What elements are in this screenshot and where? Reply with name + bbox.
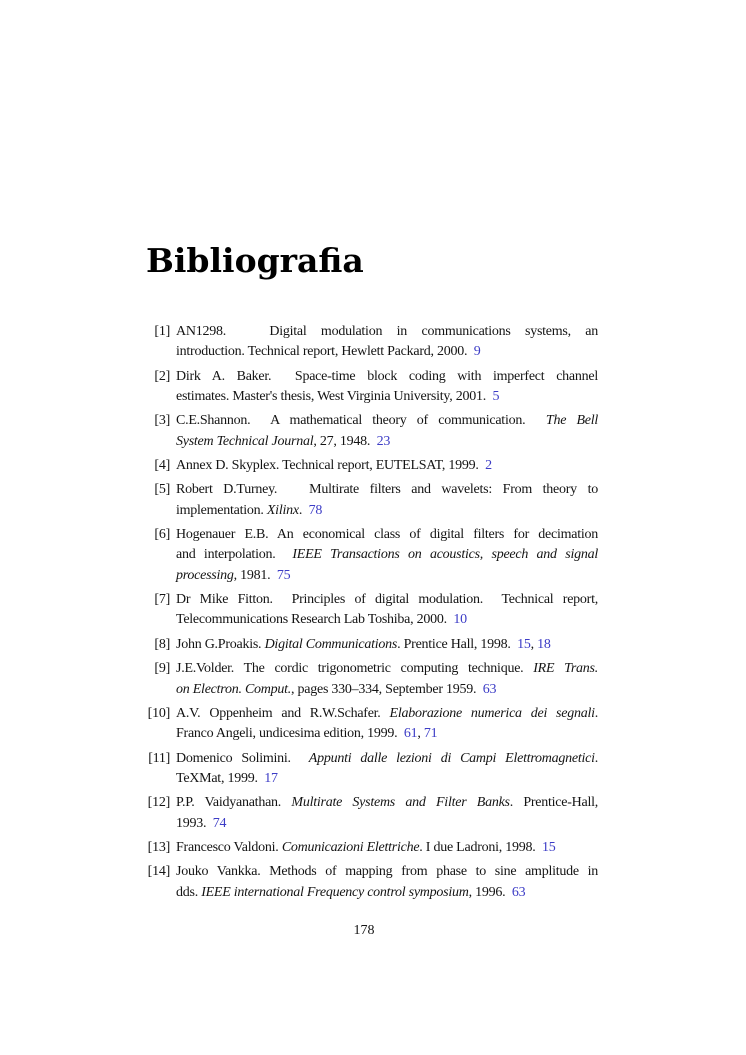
text-run: , pages 330–334, September 1959. (291, 681, 483, 697)
entry-text (176, 704, 598, 745)
entry-text (176, 367, 598, 408)
bib-entry (144, 411, 600, 452)
page-ref-link[interactable]: 15 (517, 636, 531, 652)
text-run: Francesco Valdoni. (176, 839, 282, 855)
entry-label: [3] (154, 413, 170, 429)
entry-line (176, 545, 598, 565)
entry-line (176, 566, 598, 586)
entry-line (176, 724, 598, 744)
text-run: . Prentice Hall, 1998. (397, 636, 518, 652)
page-ref-link[interactable]: 61 (403, 726, 418, 742)
entry-label: [9] (154, 661, 170, 677)
text-run: J.E.Volder. The cordic trigonometric computing technique. (176, 661, 534, 677)
text-run: IEEE international Frequency control symposium (201, 884, 469, 900)
text-run: , 27, 1948. (313, 433, 377, 449)
page-ref-link[interactable]: 17 (264, 770, 278, 786)
page-ref-link[interactable]: 10 (453, 612, 467, 628)
bib-entry (144, 322, 600, 363)
entry-line (176, 769, 598, 789)
entry-text (176, 659, 598, 700)
entry-line (176, 432, 598, 452)
text-run: Comunicazioni Elettriche (281, 839, 420, 855)
text-run: AN1298. Digital modulation in communications systems, an (176, 324, 598, 339)
text-run: . (298, 502, 309, 518)
text-run: , (417, 726, 424, 742)
bib-entry (144, 635, 600, 655)
entry-line (176, 525, 598, 545)
text-run: A.V. Oppenheim and R.W.Schafer. (176, 705, 390, 721)
text-run: . I due Ladroni, 1998. (419, 839, 542, 855)
entry-line (176, 659, 598, 679)
text-run: John G.Proakis. (176, 636, 265, 652)
page-ref-link[interactable]: 63 (482, 681, 497, 697)
entry-text (176, 793, 598, 834)
entry-line (176, 322, 598, 342)
text-run: IRE Trans. (533, 661, 598, 677)
entry-line (176, 814, 598, 834)
entry-line (176, 704, 598, 724)
entry-line (176, 501, 598, 521)
text-run: , 1981. (233, 567, 277, 583)
text-run: Jouko Vankka. Methods of mapping from phase to sine amplitude in (176, 864, 598, 880)
text-run: implementation. (176, 502, 267, 518)
text-run: Telecommunications Research Lab Toshiba, 2000. (176, 612, 454, 628)
page-ref-link[interactable]: 74 (212, 815, 227, 831)
text-run: , 1996. (468, 884, 512, 900)
entry-label: [2] (154, 368, 170, 384)
text-run: on Electron. Comput. (176, 681, 292, 697)
entry-line (176, 610, 598, 630)
page-ref-link[interactable]: 23 (376, 433, 391, 449)
entry-label: [10] (147, 705, 170, 721)
bib-entry (144, 793, 600, 834)
text-run: C.E.Shannon. A mathematical theory of communication. (176, 413, 546, 429)
page-ref-link[interactable]: 78 (308, 502, 323, 518)
page-ref-link[interactable]: 15 (542, 839, 556, 855)
text-run: Xilinx (266, 502, 299, 518)
entry-line (176, 883, 598, 903)
entry-label: [4] (154, 458, 170, 474)
bib-entry (144, 862, 600, 903)
page-title: Bibliografia (146, 241, 364, 280)
text-run: and interpolation. (176, 547, 293, 563)
bib-entry (144, 480, 600, 521)
entry-text (176, 590, 598, 631)
entry-text (176, 322, 598, 363)
bib-entry (144, 590, 600, 631)
text-run: Appunti dalle lezioni di Campi Elettromagnetici (308, 750, 595, 766)
bib-entry (144, 838, 600, 858)
entry-line (176, 793, 598, 813)
text-run: introduction. Technical report, Hewlett Packard, 2000. (176, 344, 474, 360)
entry-text (176, 525, 598, 586)
entry-line (176, 480, 598, 500)
page-number: 178 (353, 923, 375, 938)
page-ref-link[interactable]: 9 (473, 344, 481, 360)
page-ref-link[interactable]: 63 (511, 884, 526, 900)
entry-label: [12] (147, 795, 170, 811)
page-ref-link[interactable]: 5 (492, 388, 500, 404)
entry-line (176, 367, 598, 387)
text-run: TeXMat, 1999. (176, 770, 265, 786)
bib-entry (144, 749, 600, 790)
entry-text (176, 838, 598, 858)
entry-label: [11] (148, 750, 170, 766)
bib-entry (144, 367, 600, 408)
entry-label: [14] (147, 864, 170, 880)
entry-line (176, 838, 598, 858)
text-run: 1993. (176, 815, 213, 831)
page-ref-link[interactable]: 71 (423, 726, 438, 742)
text-run: Annex D. Skyplex. Technical report, EUTELSAT, 1999. (176, 458, 486, 474)
text-run: Robert D.Turney. Multirate filters and wavelets: From theory to (176, 482, 598, 498)
text-run: Elaborazione numerica dei segnali (389, 705, 595, 721)
bib-entry (144, 659, 600, 700)
text-run: Dirk A. Baker. Space-time block coding with imperfect channel (176, 368, 598, 384)
entry-label: [1] (154, 324, 170, 339)
entry-label: [5] (154, 482, 170, 498)
text-run: Franco Angeli, undicesima edition, 1999. (176, 726, 404, 742)
entry-text (176, 749, 598, 790)
entry-text (176, 862, 598, 903)
bib-entry (144, 456, 600, 476)
text-run: , (530, 636, 538, 652)
entry-text (176, 411, 598, 452)
text-run: IEEE Transactions on acoustics, speech and signal (292, 547, 598, 563)
entry-line (176, 387, 598, 407)
text-run: . Prentice-Hall, (509, 795, 598, 811)
entry-line (176, 680, 598, 700)
entry-line (176, 456, 598, 476)
entry-label: [7] (154, 592, 170, 608)
entry-line (176, 411, 598, 431)
text-run: Hogenauer E.B. An economical class of digital filters for decimation (176, 527, 598, 543)
entry-label: [8] (154, 636, 170, 652)
entry-line (176, 635, 598, 655)
entry-label: [6] (154, 527, 170, 543)
text-run: Dr Mike Fitton. Principles of digital modulation. Technical report, (176, 592, 598, 608)
text-run: Domenico Solimini. (176, 750, 309, 766)
entry-line (176, 749, 598, 769)
text-run: estimates. Master's thesis, West Virginia University, 2001. (176, 388, 493, 404)
text-run: The Bell (545, 413, 599, 429)
text-run: P.P. Vaidyanathan. (176, 795, 292, 811)
text-run: System Technical Journal (176, 433, 314, 449)
entry-text (176, 480, 598, 521)
bib-entry (144, 704, 600, 745)
text-run: Digital Communications (264, 636, 398, 652)
entry-text (176, 456, 598, 476)
text-run: . (594, 750, 598, 766)
text-run: processing (176, 567, 234, 583)
page-ref-link[interactable]: 2 (485, 458, 492, 474)
entry-line (176, 862, 598, 882)
entry-line (176, 590, 598, 610)
entry-text (176, 635, 598, 655)
text-run: dds. (176, 884, 202, 900)
bibliography-list (144, 322, 600, 907)
entry-label: [13] (147, 839, 170, 855)
text-run: Multirate Systems and Filter Banks (291, 795, 510, 811)
text-run: . (594, 705, 598, 721)
page-ref-link[interactable]: 18 (537, 636, 551, 652)
page-ref-link[interactable]: 75 (276, 567, 291, 583)
bib-entry (144, 525, 600, 586)
entry-line (176, 342, 598, 362)
